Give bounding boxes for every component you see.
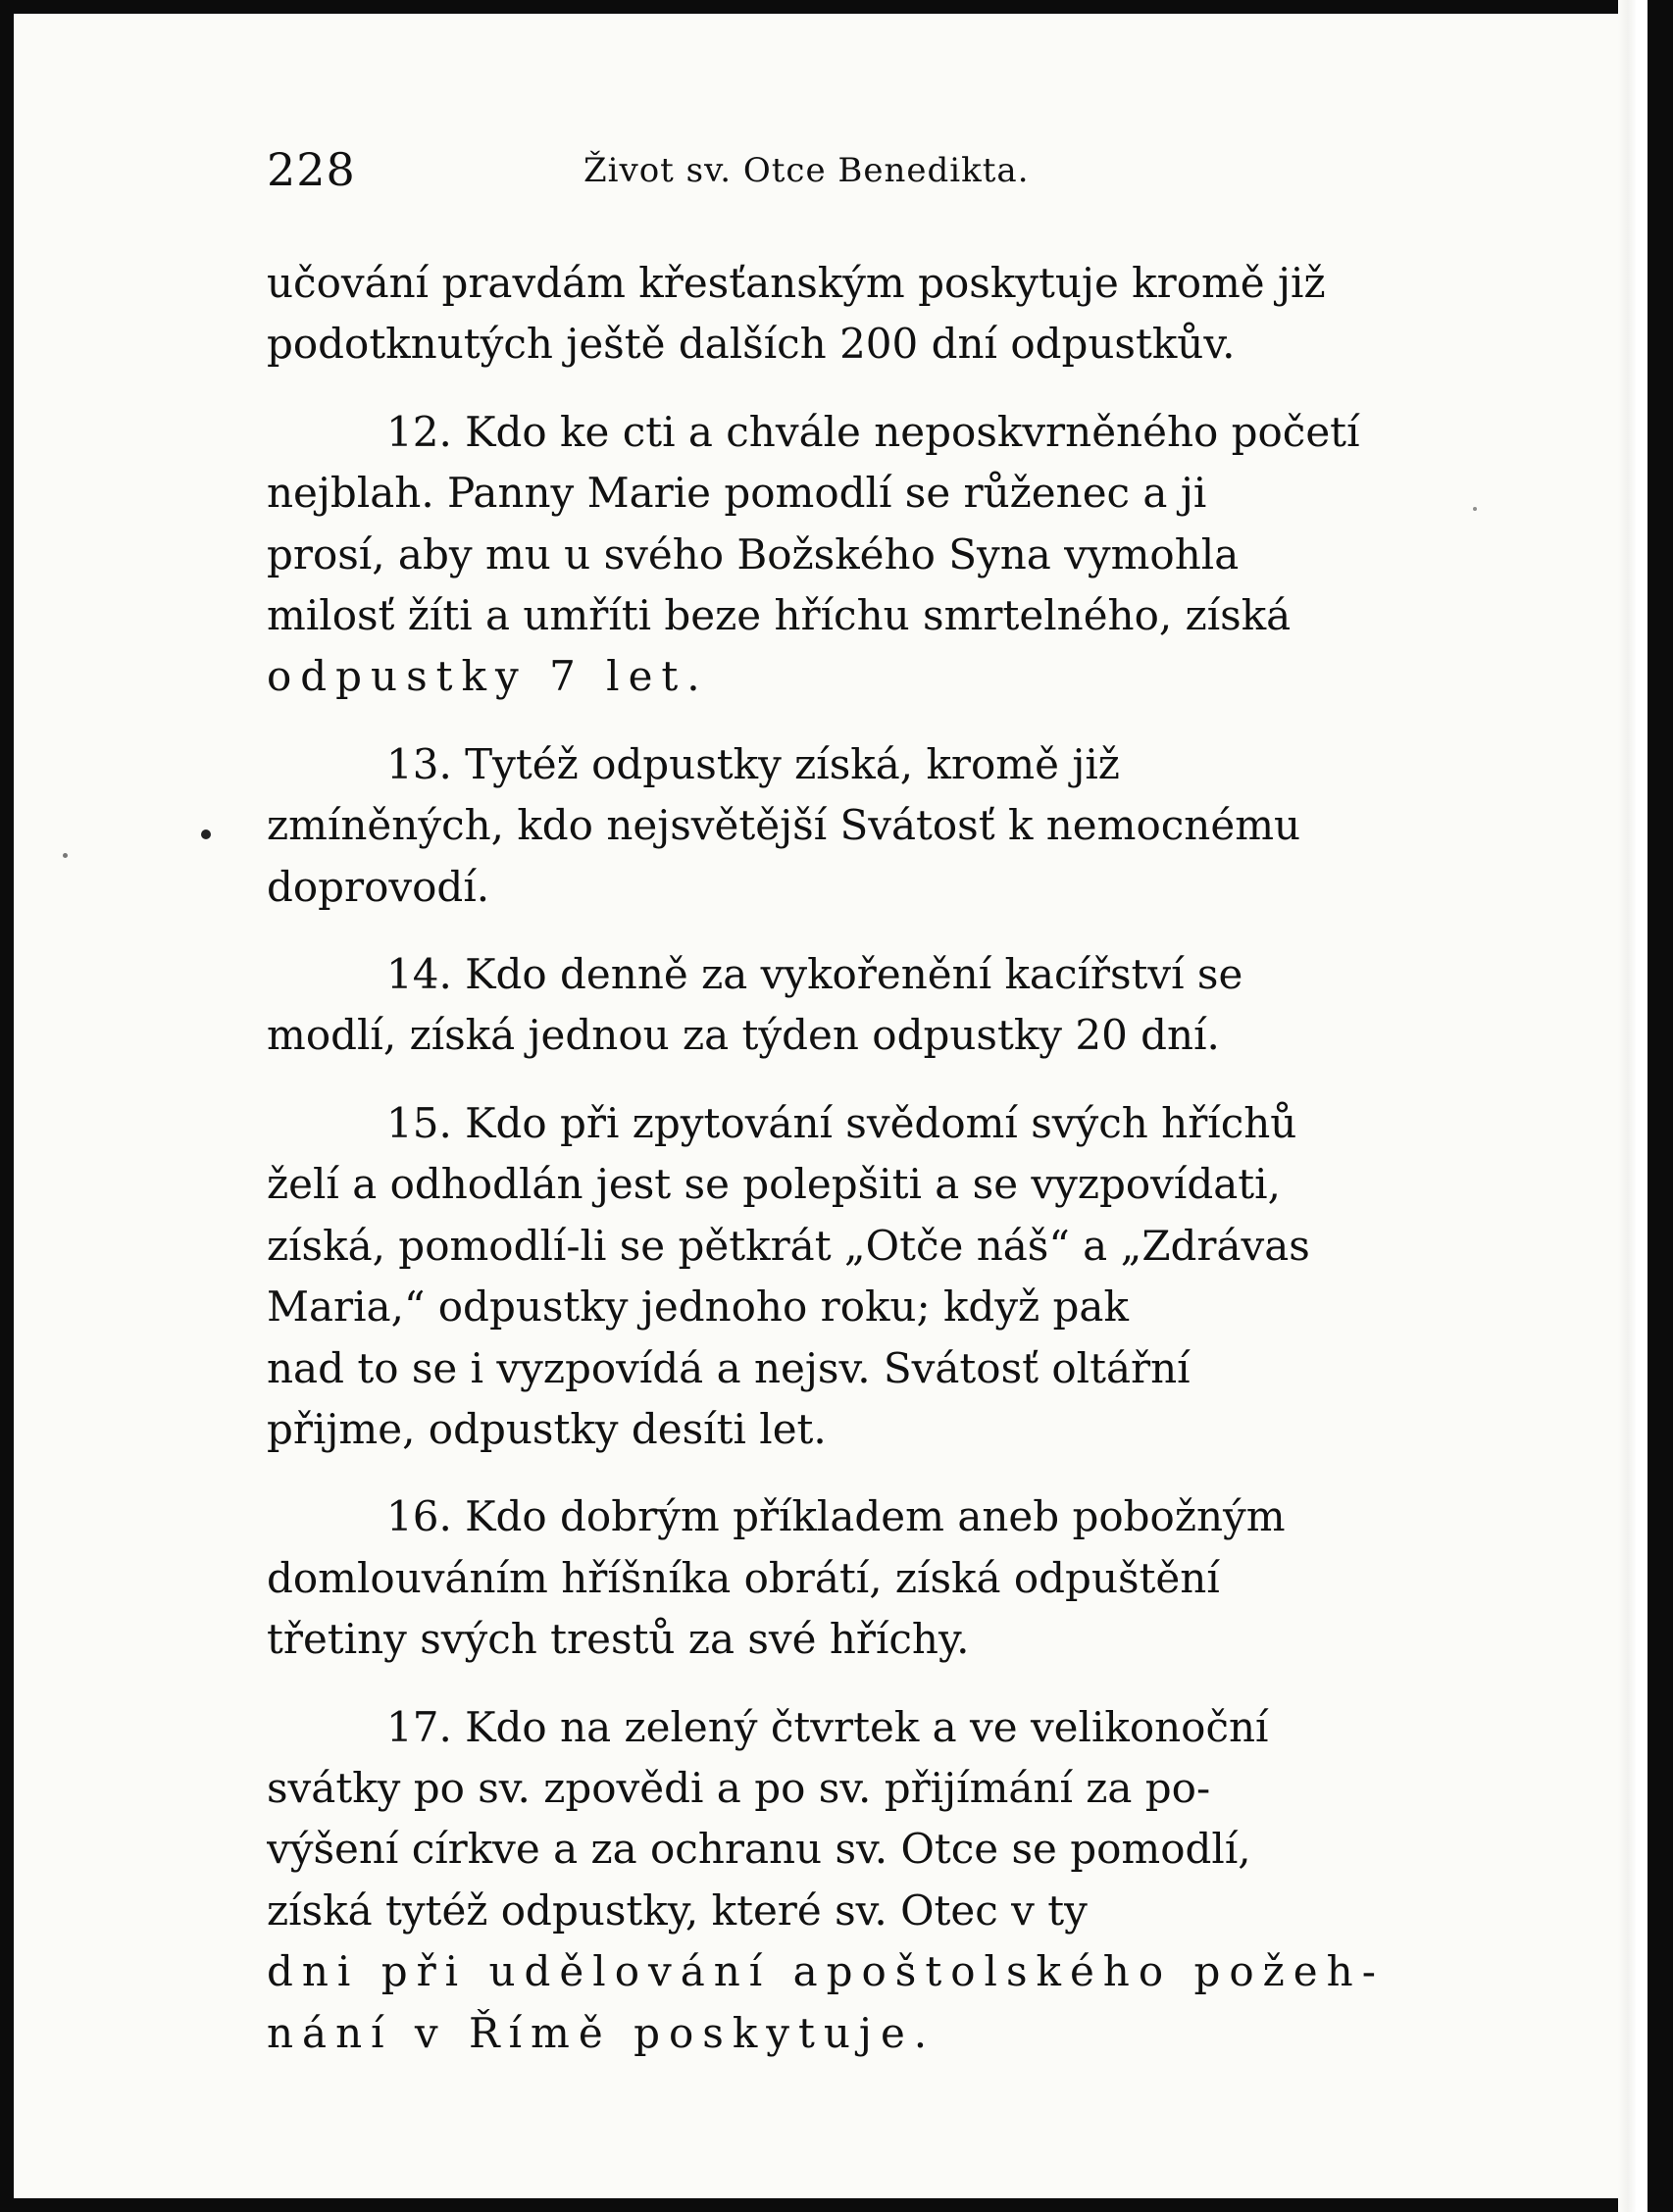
paragraph-12 [267,402,1385,708]
paragraph-16 [267,1486,1385,1670]
text-line: získá tytéž odpustky, které sv. Otec v ty [267,1885,1088,1935]
paragraph-continuation [267,253,1385,376]
text-line: prosí, aby mu u svého Božského Syna vymohla [267,529,1240,578]
text-line: Maria,“ odpustky jednoho roku; když pak [267,1282,1129,1332]
text-line: dni při udělování apoštolského požeh- [267,1947,1385,1996]
body-text [267,253,1385,2064]
text-line: 15. Kdo při zpytování svědomí svých hříchů [386,1098,1297,1147]
text-line: 16. Kdo dobrým příkladem aneb pobožným [386,1492,1286,1541]
text-line: učování pravdám křesťanským poskytuje kromě již [267,259,1326,307]
paragraph-15 [267,1093,1385,1460]
ink-speck [201,830,211,839]
paragraph-17 [267,1697,1385,2064]
text-line: třetiny svých trestů za své hříchy. [267,1615,970,1664]
text-line: odpustky 7 let. [267,652,709,701]
ink-speck [1473,507,1477,511]
text-line: milosť žíti a umříti beze hříchu smrtelného, získá [267,591,1292,640]
text-line: domlouváním hříšníka obrátí, získá odpuštění [267,1553,1220,1602]
paragraph-14 [267,944,1385,1067]
text-line: přijme, odpustky desíti let. [267,1404,827,1453]
text-line: nání v Římě poskytuje. [267,2008,937,2057]
text-line: získá, pomodlí-li se pětkrát „Otče náš“ a „Zdrávas [267,1221,1310,1270]
text-line: 12. Kdo ke cti a chvále neposkvrněného početí [386,407,1360,456]
text-line: nejblah. Panny Marie pomodlí se růženec a ji [267,469,1207,518]
text-line: svátky po sv. zpovědi a po sv. přijímání za po- [267,1763,1211,1812]
running-title: Život sv. Otce Benedikta. [583,151,1030,190]
text-line: 17. Kdo na zelený čtvrtek a ve velikonoční [386,1702,1269,1751]
text-line: doprovodí. [267,862,490,911]
text-line: modlí, získá jednou za týden odpustky 20 dní. [267,1011,1220,1060]
text-line: 13. Tytéž odpustky získá, kromě již [386,739,1120,788]
text-line: výšení církve a za ochranu sv. Otce se pomodlí, [267,1825,1251,1874]
ink-speck [63,853,68,858]
text-line: želí a odhodlán jest se polepšiti a se vyzpovídati, [267,1160,1281,1209]
paragraph-13 [267,734,1385,918]
text-line: 14. Kdo denně za vykořenění kacířství se [386,950,1243,999]
text-line: zmíněných, kdo nejsvětější Svátosť k nemocnému [267,801,1301,850]
page-number: 228 [267,143,356,196]
spine-gap [1636,0,1648,2212]
text-line: podotknutých ještě dalších 200 dní odpustkův. [267,320,1236,369]
text-line: nad to se i vyzpovídá a nejsv. Svátosť oltářní [267,1343,1191,1392]
